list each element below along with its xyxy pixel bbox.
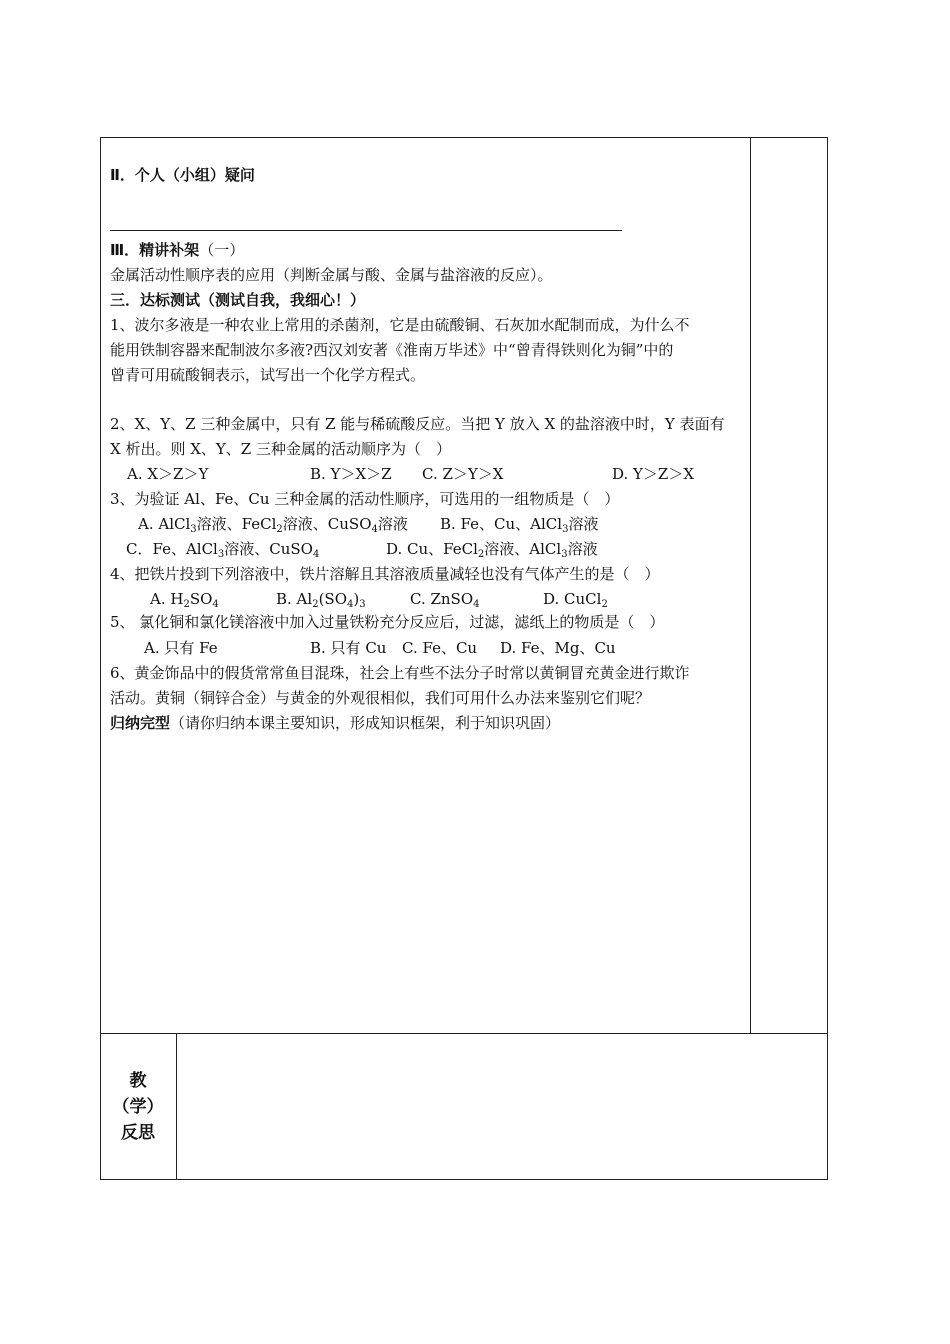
q3-option-c: [126, 539, 319, 559]
q4-option-d: [543, 589, 608, 609]
q4-option-b-text-3: ): [353, 590, 360, 608]
q3-option-b-text-1: B. Fe、Cu、AlCl: [440, 515, 563, 533]
q3-option-a-sub-2: 2: [276, 524, 283, 535]
reflection-label-line3: 反思: [121, 1123, 155, 1143]
q3-option-c-sub-2: 4: [312, 549, 320, 560]
q6-line1: 6、黄金饰品中的假货常常鱼目混珠，社会上有些不法分子时常以黄铜冒充黄金进行欺诈: [110, 664, 690, 682]
q4-option-a-text-2: SO: [189, 590, 213, 608]
q3-option-d-text-1: D. Cu、FeCl: [386, 540, 478, 558]
test-title: 三．达标测试（测试自我，我细心！）: [110, 291, 366, 309]
reflection-label-divider: [176, 1033, 177, 1180]
q3-option-d-sub-2: 3: [561, 549, 568, 560]
q4-option-a-sub-2: 4: [212, 599, 219, 610]
q4-option-b-text-1: B. Al: [276, 590, 313, 608]
q1-line2: 能用铁制容器来配制波尔多液?西汉刘安著《淮南万毕述》中“曾青得铁则化为铜”中的: [110, 341, 674, 359]
q4-option-a: [150, 589, 219, 609]
q2-option-b: B. Y＞X＞Z: [310, 465, 392, 483]
q4-option-a-text-1: A. H: [150, 590, 184, 608]
q3-option-d-sub-1: 2: [477, 549, 485, 560]
summary: [110, 713, 560, 733]
q4-option-a-sub-1: 2: [183, 599, 190, 610]
q3-option-a-text-1: A. AlCl: [138, 515, 191, 533]
q3-option-d-text-3: 溶液: [567, 540, 598, 558]
q4-option-c-text-1: C. ZnSO: [410, 590, 474, 608]
q4-option-d-text-1: D. CuCl: [543, 590, 602, 608]
q3-option-a-text-2: 溶液、FeCl: [196, 515, 277, 533]
q3-option-a: [138, 514, 408, 534]
q5-option-a: A. 只有 Fe: [144, 639, 218, 657]
q2-line1: 2、X、Y、Z 三种金属中，只有 Z 能与稀硫酸反应。当把 Y 放入 X 的盐溶液中时，Y 表面有: [110, 415, 725, 433]
reflection-row-divider: [100, 1033, 828, 1034]
q3-option-a-text-3: 溶液、CuSO: [282, 515, 372, 533]
q3-option-b: [440, 514, 598, 534]
q1-line1: 1、波尔多液是一种农业上常用的杀菌剂，它是由硫酸铜、石灰加水配制而成，为什么不: [110, 316, 690, 334]
q1-line3: 曾青可用硫酸铜表示，试写出一个化学方程式。: [110, 366, 426, 384]
q4-option-b: [276, 589, 366, 609]
reflection-label-line2: （学）: [112, 1097, 164, 1117]
q5-option-c: C. Fe、Cu: [402, 639, 478, 657]
reflection-label: [100, 1068, 176, 1146]
q2-option-a: A. X＞Z＞Y: [127, 465, 209, 483]
section2-title: Ⅱ．个人（小组）疑问: [110, 166, 255, 184]
right-margin-column-divider: [750, 137, 751, 1034]
q5-option-b: B. 只有 Cu: [310, 639, 387, 657]
section3-topic: 金属活动性顺序表的应用（判断金属与酸、金属与盐溶液的反应）。: [110, 266, 553, 284]
q4-option-c: [410, 589, 480, 609]
reflection-label-line1: 教: [129, 1071, 147, 1091]
q6-line2: 活动。黄铜（铜锌合金）与黄金的外观很相似，我们可用什么办法来鉴别它们呢？: [110, 689, 651, 707]
q4-option-d-sub-1: 2: [601, 599, 608, 610]
q5-option-d: D. Fe、Mg、Cu: [500, 639, 616, 657]
question-answer-rule: [110, 230, 622, 231]
summary-bold: 归纳完型: [110, 714, 171, 732]
q4-stem: 4、把铁片投到下列溶液中，铁片溶解且其溶液质量减轻也没有气体产生的是（ ）: [110, 565, 660, 583]
q2-line2: X 析出。则 X、Y、Z 三种金属的活动顺序为（ ）: [110, 440, 451, 458]
q4-option-c-sub-1: 4: [473, 599, 480, 610]
section3-title: [110, 240, 244, 260]
q4-option-b-sub-1: 2: [312, 599, 319, 610]
section3-title-rest: （一）: [199, 241, 245, 259]
q3-option-c-text-1: C．Fe、AlCl: [126, 540, 218, 558]
q3-option-a-sub-1: 3: [190, 524, 197, 535]
q2-option-c: C. Z＞Y＞X: [422, 465, 504, 483]
q2-option-d: D. Y＞Z＞X: [612, 465, 695, 483]
q3-option-a-sub-3: 4: [371, 524, 378, 535]
q3-option-d: [386, 539, 598, 559]
q3-option-d-text-2: 溶液、AlCl: [484, 540, 562, 558]
section3-title-bold: Ⅲ．精讲补架: [110, 241, 200, 259]
q3-option-b-sub-1: 3: [562, 524, 569, 535]
q3-option-b-text-2: 溶液: [568, 515, 599, 533]
q4-option-b-text-2: (SO: [318, 590, 348, 608]
q5-stem: 5、 氯化铜和氯化镁溶液中加入过量铁粉充分反应后，过滤，滤纸上的物质是（ ）: [110, 613, 665, 631]
q3-option-c-text-2: 溶液、CuSO: [224, 540, 313, 558]
q4-option-b-sub-2: 4: [347, 599, 354, 610]
q3-stem: 3、为验证 Al、Fe、Cu 三种金属的活动性顺序，可选用的一组物质是（ ）: [110, 490, 620, 508]
q3-option-a-text-4: 溶液: [377, 515, 408, 533]
q3-option-c-sub-1: 3: [217, 549, 225, 560]
summary-rest: （请你归纳本课主要知识，形成知识框架，利于知识巩固）: [170, 714, 561, 732]
q4-option-b-sub-3: 3: [359, 599, 366, 610]
